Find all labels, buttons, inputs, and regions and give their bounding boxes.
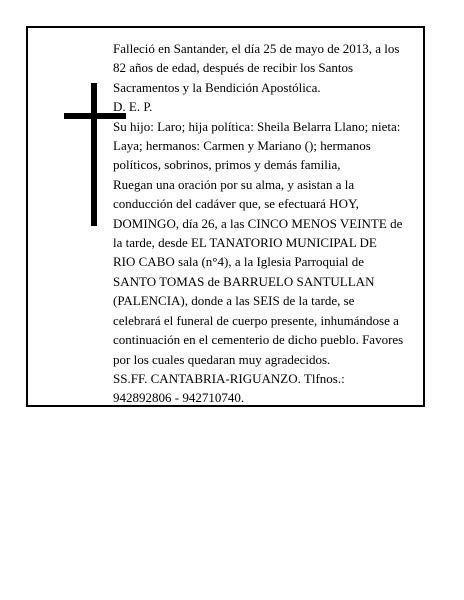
- notice-line-prayer: Ruegan una oración por su alma, y asistan a la: [113, 176, 355, 192]
- cross-vertical-bar: [91, 83, 97, 226]
- notice-line-age: 82 años de edad, después de recibir los Santos: [113, 60, 354, 76]
- obituary-text: [113, 39, 419, 408]
- notice-line-cemetery: continuación en el cementerio de dicho pueblo. Favores: [113, 332, 404, 348]
- notice-line-sacraments: Sacramentos y la Bendición Apostólica.: [113, 79, 321, 95]
- notice-line-tanatorio: la tarde, desde EL TANATORIO MUNICIPAL DE: [113, 235, 377, 251]
- notice-line-church: RIO CABO sala (n°4), a la Iglesia Parroquial de: [113, 254, 365, 270]
- notice-line-thanks: por los cuales quedaran muy agradecidos.: [113, 351, 331, 367]
- notice-line-funeral: celebrará el funeral de cuerpo presente, inhumándose a: [113, 312, 399, 328]
- notice-line-rip: D. E. P.: [113, 99, 153, 115]
- notice-line-phones: 942892806 - 942710740.: [113, 390, 245, 406]
- notice-line-family-2: Laya; hermanos: Carmen y Mariano (); hermanos: [113, 138, 371, 154]
- notice-line-death: Falleció en Santander, el día 25 de mayo de 2013, a los: [113, 41, 400, 56]
- notice-line-conduction: conducción del cadáver que, se efectuará HOY,: [113, 196, 359, 212]
- notice-line-day: DOMINGO, día 26, a las CINCO MENOS VEINTE de: [113, 215, 403, 231]
- notice-line-family-1: Su hijo: Laro; hija política: Sheila Belarra Llano; nieta:: [113, 118, 401, 134]
- notice-line-palencia: (PALENCIA), donde a las SEIS de la tarde, se: [113, 293, 355, 309]
- notice-line-family-3: políticos, sobrinos, primos y demás familia,: [113, 157, 341, 173]
- notice-line-parish: SANTO TOMAS de BARRUELO SANTULLAN: [113, 273, 375, 289]
- notice-line-funeral-home: SS.FF. CANTABRIA-RIGUANZO. Tlfnos.:: [113, 370, 345, 386]
